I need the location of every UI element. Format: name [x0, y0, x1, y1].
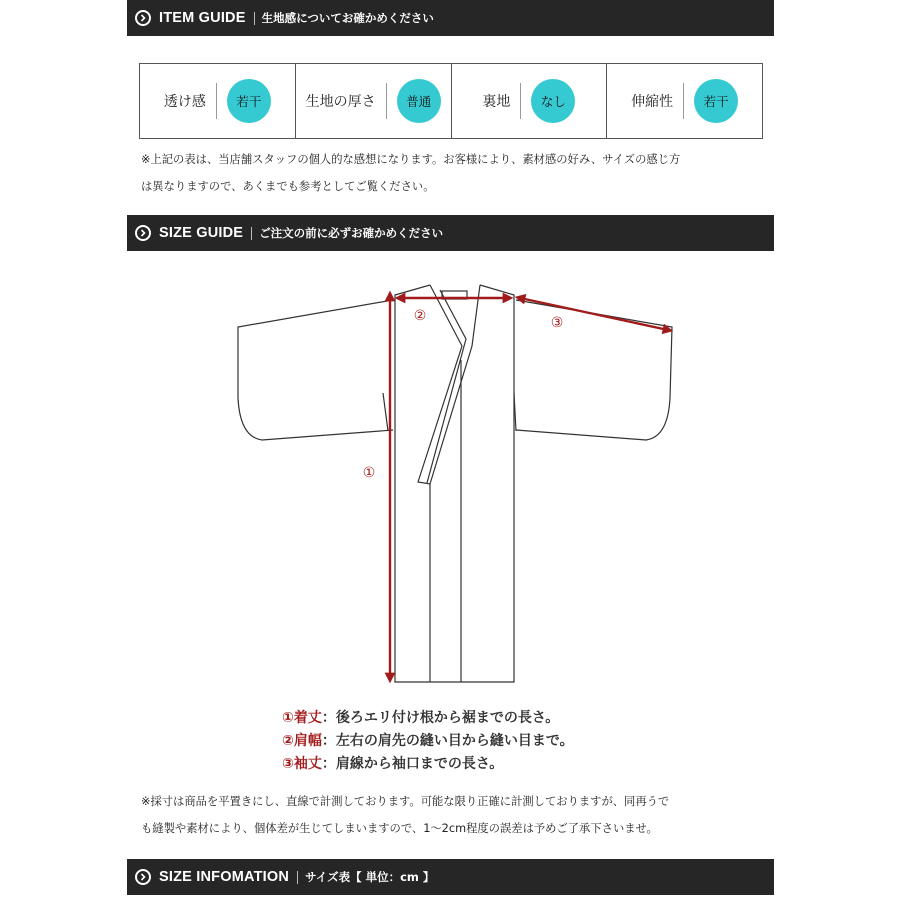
attr-value-badge: 若干 — [227, 79, 271, 123]
note-line: ※採寸は商品を平置きにし、直線で計測しております。可能な限り正確に計測しておりますが、同再うで — [141, 795, 670, 808]
marker-3: ③ — [550, 315, 564, 331]
legend-desc: ：肩線から袖口までの長さ。 — [321, 756, 504, 772]
legend-term: 袖丈 — [293, 756, 322, 772]
size-guide-note — [141, 788, 771, 842]
legend-item — [282, 730, 574, 753]
note-line: も縫製や素材により、個体差が生じてしまいますので、1〜2cm程度の誤差は予めご了承下さいませ。 — [141, 822, 658, 835]
header-divider — [297, 871, 298, 884]
attr-label: 伸縮性 — [631, 94, 674, 110]
marker-2: ② — [413, 308, 427, 324]
legend-desc: ：後ろエリ付け根から裾までの長さ。 — [321, 710, 560, 726]
note-line: は異なりますので、あくまでも参考としてご覧ください。 — [141, 180, 435, 193]
measurement-legend — [282, 707, 574, 776]
item-guide-title: ITEM GUIDE — [159, 10, 246, 26]
legend-item — [282, 753, 574, 776]
item-guide-subtitle: 生地感についてお確かめください — [261, 11, 434, 25]
attr-label: 透け感 — [163, 94, 206, 110]
size-info-header — [127, 859, 774, 895]
size-info-subtitle: サイズ表【 単位：cm 】 — [305, 870, 435, 884]
chevron-right-circle-icon — [135, 869, 151, 885]
size-guide-subtitle: ご注文の前に必ずお確かめください — [259, 226, 444, 240]
legend-item — [282, 707, 574, 730]
attr-label: 生地の厚さ — [305, 94, 376, 110]
sleeve-measure-line — [520, 298, 668, 330]
marker-1: ① — [362, 465, 376, 481]
legend-term: 肩幅 — [293, 733, 322, 749]
size-guide-title: SIZE GUIDE — [159, 225, 244, 241]
legend-desc: ：左右の肩先の縫い目から縫い目まで。 — [321, 733, 574, 749]
kimono-outline-icon — [238, 285, 672, 682]
attr-value-badge: 普通 — [397, 79, 441, 123]
note-line: ※上記の表は、当店舗スタッフの個人的な感想になります。お客様により、素材感の好み、サイズの感じ方 — [141, 153, 681, 166]
attr-value-badge: なし — [531, 79, 575, 123]
size-info-title: SIZE INFOMATION — [159, 869, 290, 885]
attr-value-badge: 若干 — [694, 79, 738, 123]
legend-number: ① — [282, 710, 294, 726]
legend-number: ③ — [282, 756, 294, 772]
attr-label: 裏地 — [482, 94, 511, 110]
legend-number: ② — [282, 733, 294, 749]
legend-term: 着丈 — [293, 710, 322, 726]
